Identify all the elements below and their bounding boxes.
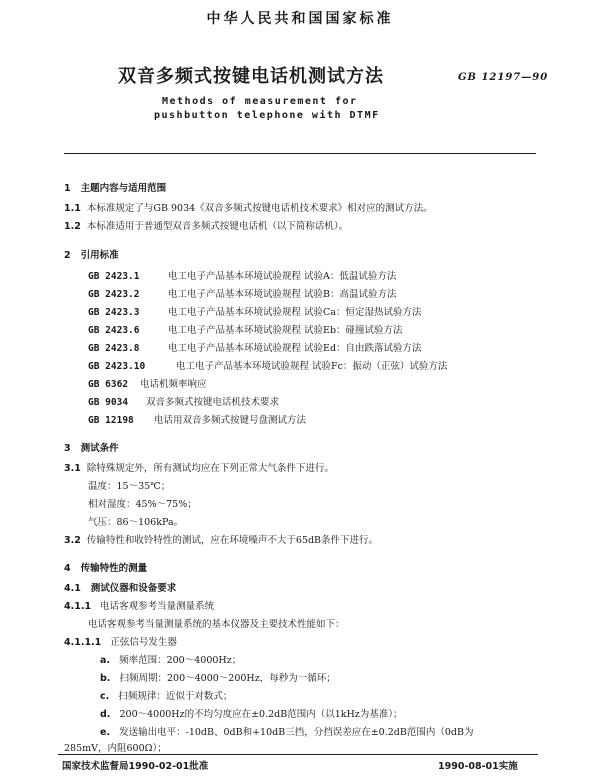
clause-title: 测试仪器和设备要求 [90,583,177,594]
clause-1-2 [64,218,348,232]
ref-code: GB 2423.10 [88,361,146,372]
ref-text: 电工电子产品基本环境试验规程 试验Ed：自由跌落试验方法 [168,343,422,354]
item-text: 频率范围：200～4000Hz； [119,655,242,666]
section-title: 主题内容与适用范围 [80,183,167,194]
ref-code: GB 2423.3 [88,307,140,318]
clause-number: 1.2 [64,221,81,232]
clause-4-1-1-1 [64,634,177,648]
document-title-cn: 双音多频式按键电话机测试方法 [118,66,384,87]
ref-text: 双音多频式按键电话机技术要求 [146,397,280,408]
list-item-e [100,724,473,738]
clause-number: 4.1 [64,583,81,594]
clause-3-2 [64,532,378,546]
clause-text: 本标准适用于普通型双音多频式按键电话机（以下简称话机）。 [86,221,349,232]
ref-code: GB 2423.1 [88,271,140,282]
section-1-heading [64,180,166,194]
ref-item [88,358,447,372]
section-number: 4 [64,563,71,574]
clause-text: 电话客观参考当量测量系统 [100,601,215,612]
clause-text: 本标准规定了与GB 9034《双音多频式按键电话机技术要求》相对应的测试方法。 [86,203,433,214]
ref-item [88,268,396,282]
clause-1-1 [64,200,433,214]
clause-3-1 [64,460,334,474]
item-text: 200～4000Hz的不均匀度应在±0.2dB范围内（以1kHz为基准）； [119,709,403,720]
condition-pressure: 气压：86～106kPa。 [88,517,184,528]
ref-item [88,394,279,408]
clause-number: 1.1 [64,203,81,214]
ref-code: GB 2423.2 [88,289,140,300]
approval-note: 国家技术监督局1990-02-01批准 [62,761,209,772]
standard-number: GB 12197—90 [458,72,549,83]
clause-number: 4.1.1 [64,601,92,612]
item-label: c. [100,691,110,702]
ref-item [88,304,421,318]
section-number: 2 [64,250,71,261]
ref-text: 电话用双音多频式按键号盘测试方法 [154,415,307,426]
ref-code: GB 2423.8 [88,343,140,354]
condition-temperature: 温度：15～35℃； [88,481,171,492]
item-label: b. [100,673,111,684]
ref-text: 电工电子产品基本环境试验规程 试验Fc：振动（正弦）试验方法 [176,361,448,372]
item-label: d. [100,709,111,720]
ref-text: 电工电子产品基本环境试验规程 试验Eb：碰撞试验方法 [168,325,403,336]
item-text: 扫频规律：近似于对数式； [118,691,233,702]
clause-text: 除特殊规定外，所有测试均应在下列正常大气条件下进行。 [86,463,334,474]
ref-code: GB 12198 [88,415,134,426]
item-text: 发送输出电平：-10dB、0dB和+10dB三挡，分挡误差应在±0.2dB范围内（0dB为 [119,727,474,738]
standard-header: 中华人民共和国国家标准 [206,11,394,27]
list-item-e-continuation: 285mV，内阻600Ω）； [64,743,167,754]
list-item-b [100,670,336,684]
ref-item [88,376,207,390]
item-label: e. [100,727,111,738]
ref-item [88,322,403,336]
section-number: 3 [64,443,71,454]
ref-code: GB 2423.6 [88,325,140,336]
clause-4-1-1 [64,598,214,612]
ref-text: 电工电子产品基本环境试验规程 试验B：高温试验方法 [168,289,397,300]
item-label: a. [100,655,111,666]
condition-humidity: 相对湿度：45%～75%； [88,499,197,510]
clause-4-1 [64,580,176,594]
clause-4-1-1-description: 电话客观参考当量测量系统的基本仪器及主要技术性能如下： [88,619,345,630]
ref-text: 电工电子产品基本环境试验规程 试验Ca：恒定湿热试验方法 [168,307,422,318]
implementation-date: 1990-08-01实施 [438,761,518,772]
section-title: 传输特性的测量 [80,563,148,574]
title-divider [64,153,536,154]
ref-item [88,286,397,300]
ref-code: GB 6362 [88,379,129,390]
section-title: 测试条件 [80,443,119,454]
clause-number: 4.1.1.1 [64,637,102,648]
ref-text: 电话机频率响应 [140,379,207,390]
section-4-heading [64,560,147,574]
clause-number: 3.1 [64,463,81,474]
list-item-d [100,706,403,720]
list-item-a [100,652,241,666]
item-text: 扫频周期：200～4000～200Hz，每秒为一循环； [119,673,336,684]
section-2-heading [64,247,119,261]
clause-text: 正弦信号发生器 [110,637,177,648]
section-title: 引用标准 [80,250,119,261]
document-title-en-line1: Methods of measurement for [162,96,358,107]
clause-text: 传输特性和收铃特性的测试，应在环境噪声不大于65dB条件下进行。 [86,535,379,546]
clause-number: 3.2 [64,535,81,546]
document-title-en-line2: pushbutton telephone with DTMF [154,110,380,121]
list-item-c [100,688,232,702]
footer-divider [58,754,538,755]
ref-code: GB 9034 [88,397,129,408]
section-3-heading [64,440,119,454]
ref-text: 电工电子产品基本环境试验规程 试验A：低温试验方法 [168,271,397,282]
ref-item [88,412,306,426]
section-number: 1 [64,183,71,194]
ref-item [88,340,422,354]
